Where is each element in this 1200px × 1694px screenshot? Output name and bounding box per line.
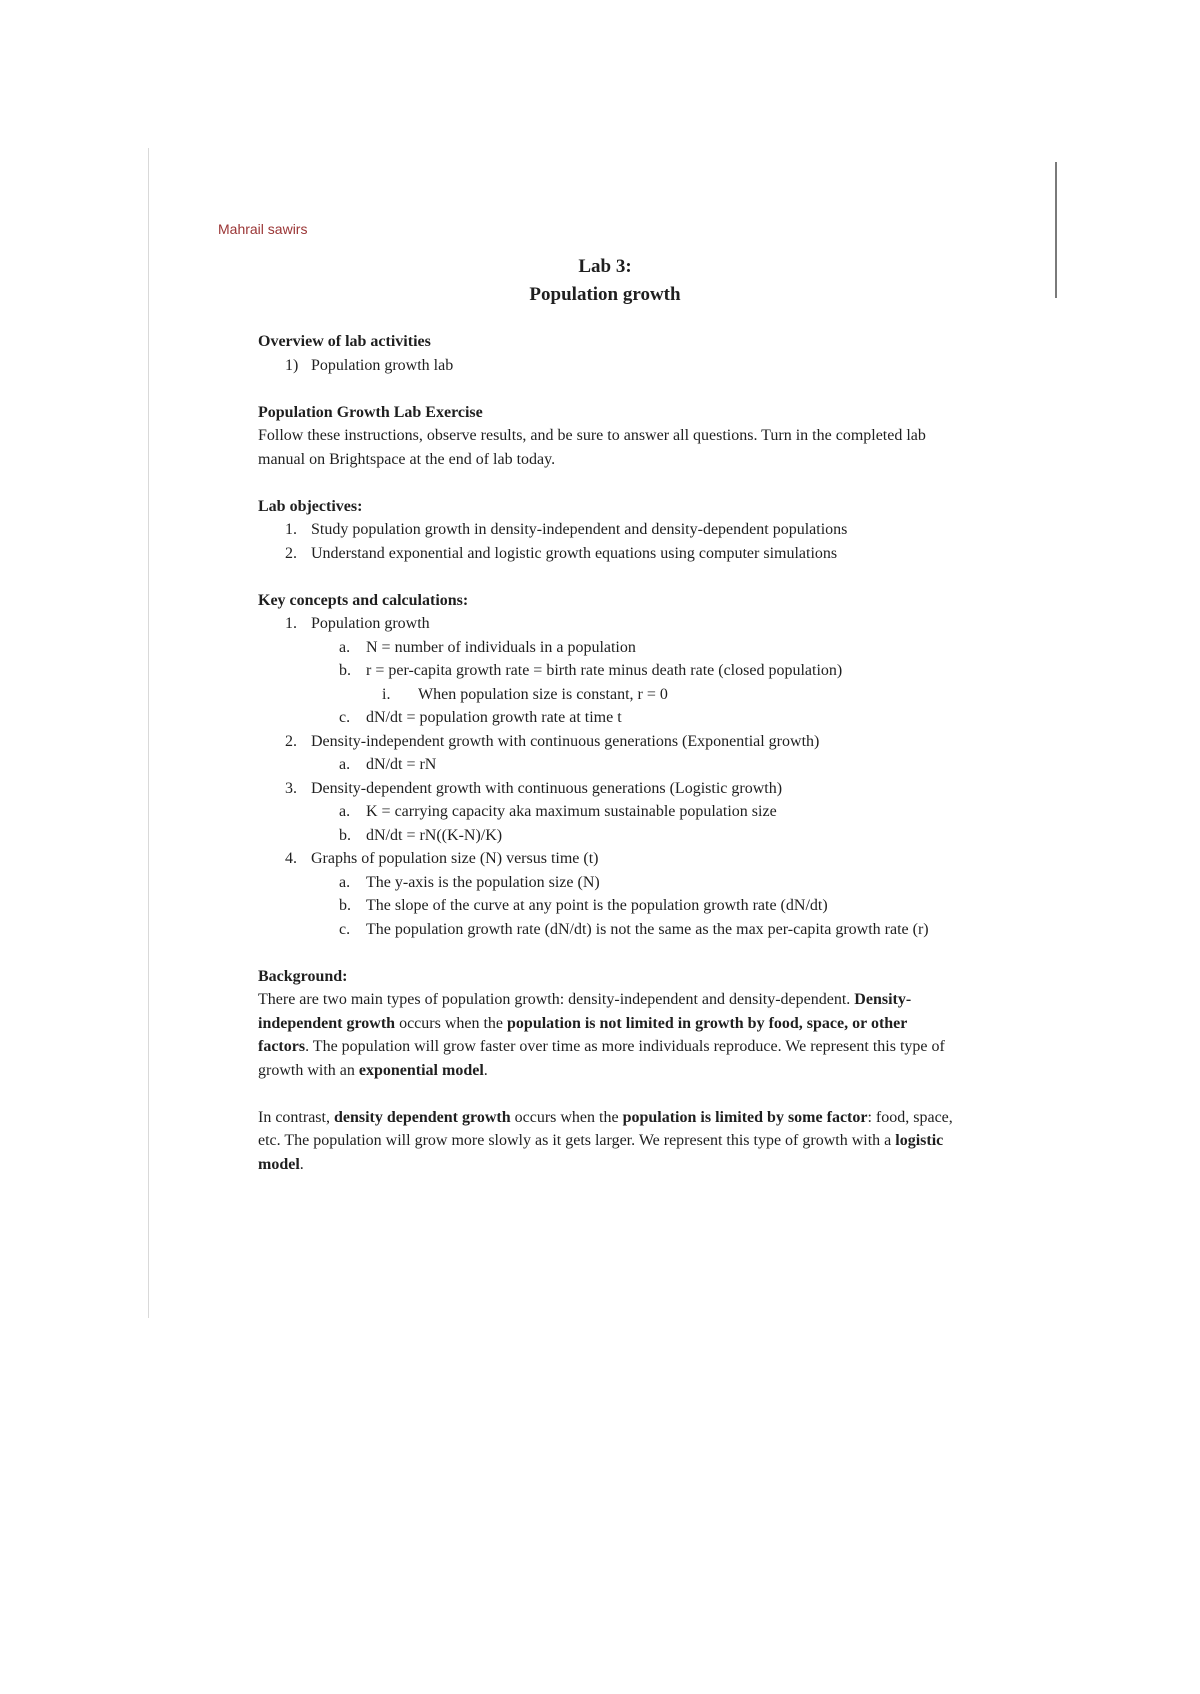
list-marker: 2. <box>285 732 297 750</box>
bold-run: exponential model <box>358 1061 484 1079</box>
background-heading: Background: <box>258 967 348 985</box>
list-item-text: Population growth lab <box>311 356 454 374</box>
list-item-text: When population size is constant, r = 0 <box>418 685 668 703</box>
list-marker: 1. <box>285 521 297 538</box>
overview-item <box>258 354 958 378</box>
list-item-text: Density-independent growth with continuous generations (Exponential growth) <box>311 732 820 750</box>
list-marker: a. <box>339 756 351 773</box>
text-run: There are two main types of population growth: density-independent and density-dependent. <box>258 991 851 1008</box>
list-marker: 1. <box>285 615 297 632</box>
list-marker: 2. <box>285 544 297 562</box>
objectives-section <box>258 495 958 566</box>
concept-subitem <box>258 753 958 777</box>
bold-run: Density-independent growth <box>258 991 912 1032</box>
page-edge-left <box>148 148 149 1318</box>
text-run: occurs when the <box>514 1108 619 1126</box>
text-run: In contrast, <box>258 1108 330 1126</box>
list-item-text: dN/dt = population growth rate at time t <box>366 709 622 726</box>
list-marker: b. <box>339 662 351 679</box>
objective-item <box>258 542 958 566</box>
background-section <box>258 965 958 1177</box>
concept-subitem <box>258 824 958 848</box>
list-marker: c. <box>339 709 351 726</box>
list-item-text: Graphs of population size (N) versus time (t) <box>311 850 599 867</box>
bold-run: density dependent growth <box>333 1108 511 1126</box>
exercise-instructions: Follow these instructions, observe results, and be sure to answer all questions. Turn in the completed lab manual on Brightspace at the end of lab today. <box>258 427 926 468</box>
list-marker: 1) <box>285 356 299 374</box>
text-run: . The population will grow faster over time as more individuals reproduce. We represent this type of growth with an <box>258 1038 945 1079</box>
list-item-text: Understand exponential and logistic growth equations using computer simulations <box>311 544 838 562</box>
list-marker: c. <box>339 920 351 938</box>
list-marker: a. <box>339 803 351 820</box>
list-marker: a. <box>339 873 351 891</box>
bold-run: logistic model <box>258 1132 944 1173</box>
list-marker: a. <box>339 638 351 656</box>
list-item-text: r = per-capita growth rate = birth rate minus death rate (closed population) <box>366 662 843 679</box>
objective-item <box>258 518 958 542</box>
bold-run: population is limited by some factor <box>622 1108 868 1126</box>
list-marker: b. <box>339 826 351 844</box>
text-run: : food, space, etc. The population will grow more slowly as it gets larger. We represent this type of growth with a <box>258 1108 953 1149</box>
document-body <box>258 330 958 1176</box>
background-paragraph-1 <box>258 988 958 1082</box>
concept-subitem <box>258 800 958 824</box>
concept-item <box>258 612 958 636</box>
concept-subitem <box>258 918 958 942</box>
list-marker: 4. <box>285 850 297 867</box>
concepts-section <box>258 589 958 942</box>
concepts-heading: Key concepts and calculations: <box>258 591 469 609</box>
list-item-text: Study population growth in density-independent and density-dependent populations <box>311 521 848 538</box>
concept-item <box>258 777 958 801</box>
concept-subitem <box>258 659 958 683</box>
list-item-text: dN/dt = rN <box>366 756 437 773</box>
list-item-text: dN/dt = rN((K-N)/K) <box>366 826 503 844</box>
overview-section <box>258 330 958 377</box>
list-marker: i. <box>382 685 391 703</box>
bold-run: population is not limited in growth by food, space, or other factors <box>258 1014 908 1055</box>
list-marker: 3. <box>285 779 297 797</box>
author-name: Mahrail sawirs <box>218 221 308 237</box>
text-run: occurs when the <box>399 1014 504 1032</box>
title-line-2: Population growth <box>529 284 681 305</box>
exercise-heading: Population Growth Lab Exercise <box>258 403 483 421</box>
text-run: . <box>483 1061 488 1079</box>
list-item-text: The y-axis is the population size (N) <box>366 873 600 891</box>
list-item-text: The slope of the curve at any point is the population growth rate (dN/dt) <box>366 897 828 914</box>
concept-item <box>258 730 958 754</box>
list-item-text: N = number of individuals in a population <box>366 638 636 656</box>
concept-subitem <box>258 871 958 895</box>
background-paragraph-2 <box>258 1106 958 1177</box>
list-item-text: The population growth rate (dN/dt) is not the same as the max per-capita growth rate (r) <box>366 920 929 938</box>
objectives-heading: Lab objectives: <box>258 497 363 515</box>
list-item-text: K = carrying capacity aka maximum sustainable population size <box>366 803 777 820</box>
overview-heading: Overview of lab activities <box>258 333 431 350</box>
title-line-1: Lab 3: <box>578 256 632 277</box>
exercise-section <box>258 401 958 472</box>
concept-subsubitem <box>258 683 958 707</box>
concept-subitem <box>258 706 958 730</box>
page-title <box>460 253 750 309</box>
concept-subitem <box>258 894 958 918</box>
concept-item <box>258 847 958 871</box>
list-marker: b. <box>339 897 351 914</box>
list-item-text: Density-dependent growth with continuous generations (Logistic growth) <box>311 779 783 797</box>
page-edge-right <box>1055 162 1057 298</box>
list-item-text: Population growth <box>311 615 430 632</box>
text-run: . <box>299 1155 304 1173</box>
concept-subitem <box>258 636 958 660</box>
